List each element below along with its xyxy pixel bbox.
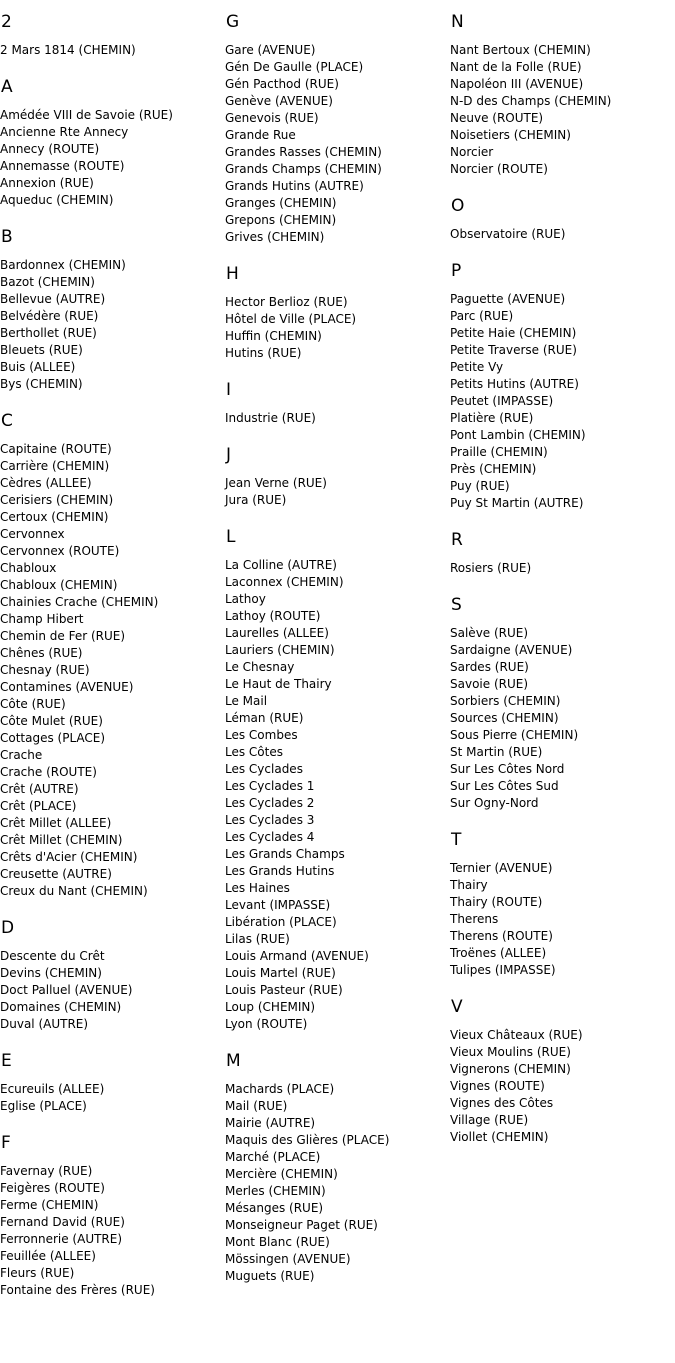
street-list <box>450 291 672 512</box>
letter-group <box>450 261 672 512</box>
street-name: Grandes Rasses (CHEMIN) <box>225 145 382 159</box>
street-list <box>225 410 447 427</box>
street-list <box>225 294 447 362</box>
street-name: Annemasse (ROUTE) <box>0 159 125 173</box>
street-list <box>0 42 222 59</box>
street-name: Granges (CHEMIN) <box>225 196 337 210</box>
street-name: Jura (RUE) <box>225 493 287 507</box>
street-name: Champ Hibert <box>0 612 84 626</box>
street-name: Loup (CHEMIN) <box>225 1000 316 1014</box>
street-name: Les Cyclades <box>225 762 303 776</box>
street-name: Lathoy <box>225 592 266 606</box>
street-name: Vignes des Côtes <box>450 1096 554 1110</box>
street-name: Thairy (ROUTE) <box>450 895 543 909</box>
street-name: Norcier <box>450 145 494 159</box>
street-name: Marché (PLACE) <box>225 1150 321 1164</box>
street-name: Hutins (RUE) <box>225 346 302 360</box>
street-list <box>225 475 447 509</box>
letter-heading: L <box>226 527 236 547</box>
street-name: Mercière (CHEMIN) <box>225 1167 338 1181</box>
street-name: Feuillée (ALLEE) <box>0 1249 96 1263</box>
index-column <box>0 0 222 1317</box>
street-name: Belvédère (RUE) <box>0 309 99 323</box>
street-name: Ferme (CHEMIN) <box>0 1198 99 1212</box>
street-name: Chênes (RUE) <box>0 646 83 660</box>
street-name: Therens (ROUTE) <box>450 929 553 943</box>
street-list <box>450 625 672 812</box>
letter-group <box>450 530 672 577</box>
street-name: Grande Rue <box>225 128 296 142</box>
street-name: Cottages (PLACE) <box>0 731 106 745</box>
letter-heading: G <box>226 12 240 32</box>
letter-heading: B <box>1 227 13 247</box>
street-name: Muguets (RUE) <box>225 1269 315 1283</box>
street-name: Praille (CHEMIN) <box>450 445 548 459</box>
street-name: Chabloux (CHEMIN) <box>0 578 118 592</box>
street-name: Jean Verne (RUE) <box>225 476 327 490</box>
street-name: Creusette (AUTRE) <box>0 867 112 881</box>
street-name: Les Côtes <box>225 745 283 759</box>
street-name: Fernand David (RUE) <box>0 1215 125 1229</box>
letter-group <box>0 12 222 59</box>
index-column <box>225 0 447 1303</box>
street-name: Troënes (ALLEE) <box>450 946 547 960</box>
street-name: Lauriers (CHEMIN) <box>225 643 335 657</box>
street-name: Annexion (RUE) <box>0 176 94 190</box>
street-name: Vignes (ROUTE) <box>450 1079 545 1093</box>
street-name: Capitaine (ROUTE) <box>0 442 112 456</box>
street-name: Certoux (CHEMIN) <box>0 510 109 524</box>
street-list <box>0 948 222 1033</box>
street-name: Thairy <box>450 878 488 892</box>
street-list <box>450 860 672 979</box>
letter-group <box>225 1051 447 1285</box>
street-name: Sur Les Côtes Nord <box>450 762 565 776</box>
street-name: Bys (CHEMIN) <box>0 377 83 391</box>
letter-heading: S <box>451 595 462 615</box>
street-name: Amédée VIII de Savoie (RUE) <box>0 108 173 122</box>
street-name: Nant de la Folle (RUE) <box>450 60 582 74</box>
street-name: Crêt Millet (CHEMIN) <box>0 833 123 847</box>
street-name: Village (RUE) <box>450 1113 529 1127</box>
letter-group <box>450 595 672 812</box>
street-name: La Colline (AUTRE) <box>225 558 337 572</box>
street-name: Louis Martel (RUE) <box>225 966 336 980</box>
street-name: Crêt Millet (ALLEE) <box>0 816 112 830</box>
street-name: Merles (CHEMIN) <box>225 1184 326 1198</box>
street-name: Petite Vy <box>450 360 504 374</box>
street-name: Machards (PLACE) <box>225 1082 335 1096</box>
letter-heading: P <box>451 261 462 281</box>
street-name: Chainies Crache (CHEMIN) <box>0 595 159 609</box>
letter-group <box>0 227 222 393</box>
street-name: Sources (CHEMIN) <box>450 711 559 725</box>
letter-group <box>0 1133 222 1299</box>
letter-group <box>450 997 672 1146</box>
letter-heading: C <box>1 411 13 431</box>
letter-group <box>225 527 447 1033</box>
street-list <box>0 1081 222 1115</box>
street-list <box>225 557 447 1033</box>
street-name: Vieux Moulins (RUE) <box>450 1045 571 1059</box>
street-name: Ancienne Rte Annecy <box>0 125 129 139</box>
letter-group <box>0 918 222 1033</box>
street-name: Louis Pasteur (RUE) <box>225 983 343 997</box>
street-name: Napoléon III (AVENUE) <box>450 77 584 91</box>
street-name: Eglise (PLACE) <box>0 1099 87 1113</box>
street-name: Hector Berlioz (RUE) <box>225 295 348 309</box>
street-name: Genevois (RUE) <box>225 111 319 125</box>
letter-heading: T <box>451 830 462 850</box>
letter-group <box>225 380 447 427</box>
street-name: Carrière (CHEMIN) <box>0 459 110 473</box>
street-list <box>0 1163 222 1299</box>
street-name: Laurelles (ALLEE) <box>225 626 329 640</box>
street-name: Salève (RUE) <box>450 626 529 640</box>
street-name: Grands Champs (CHEMIN) <box>225 162 382 176</box>
street-name: Pont Lambin (CHEMIN) <box>450 428 586 442</box>
street-name: Parc (RUE) <box>450 309 514 323</box>
street-name: Mésanges (RUE) <box>225 1201 324 1215</box>
letter-group <box>0 77 222 209</box>
street-name: Libération (PLACE) <box>225 915 337 929</box>
street-name: Vieux Châteaux (RUE) <box>450 1028 583 1042</box>
street-list <box>225 42 447 246</box>
street-name: Lyon (ROUTE) <box>225 1017 308 1031</box>
street-name: Fontaine des Frères (RUE) <box>0 1283 155 1297</box>
street-name: Sur Les Côtes Sud <box>450 779 559 793</box>
street-name: Therens <box>450 912 499 926</box>
street-name: Chabloux <box>0 561 57 575</box>
street-list <box>0 441 222 900</box>
street-name: Sardes (RUE) <box>450 660 529 674</box>
street-name: Mairie (AUTRE) <box>225 1116 316 1130</box>
street-name: Norcier (ROUTE) <box>450 162 548 176</box>
street-name: Lilas (RUE) <box>225 932 290 946</box>
street-name: Cerisiers (CHEMIN) <box>0 493 114 507</box>
street-name: Les Combes <box>225 728 298 742</box>
street-name: Les Cyclades 2 <box>225 796 315 810</box>
street-name: Mail (RUE) <box>225 1099 288 1113</box>
letter-group <box>0 1051 222 1115</box>
street-name: Mont Blanc (RUE) <box>225 1235 330 1249</box>
letter-heading: M <box>226 1051 241 1071</box>
street-name: Laconnex (CHEMIN) <box>225 575 344 589</box>
street-name: Descente du Crêt <box>0 949 105 963</box>
street-name: Buis (ALLEE) <box>0 360 76 374</box>
street-name: Vignerons (CHEMIN) <box>450 1062 571 1076</box>
letter-heading: J <box>226 445 232 465</box>
street-name: Cèdres (ALLEE) <box>0 476 92 490</box>
letter-group <box>450 830 672 979</box>
street-name: Nant Bertoux (CHEMIN) <box>450 43 591 57</box>
street-name: Ternier (AVENUE) <box>450 861 553 875</box>
letter-heading: V <box>451 997 463 1017</box>
street-list <box>450 226 672 243</box>
street-name: Annecy (ROUTE) <box>0 142 100 156</box>
letter-group <box>450 12 672 178</box>
street-name: Savoie (RUE) <box>450 677 529 691</box>
street-name: Ecureuils (ALLEE) <box>0 1082 105 1096</box>
street-name: Creux du Nant (CHEMIN) <box>0 884 148 898</box>
letter-heading: R <box>451 530 463 550</box>
street-name: Chemin de Fer (RUE) <box>0 629 126 643</box>
street-name: Contamines (AVENUE) <box>0 680 134 694</box>
street-name: Observatoire (RUE) <box>450 227 566 241</box>
street-name: Maquis des Glières (PLACE) <box>225 1133 390 1147</box>
letter-group <box>225 445 447 509</box>
street-name: Côte Mulet (RUE) <box>0 714 103 728</box>
street-name: Petite Haie (CHEMIN) <box>450 326 577 340</box>
street-name: St Martin (RUE) <box>450 745 543 759</box>
street-name: Les Cyclades 3 <box>225 813 315 827</box>
street-list <box>450 42 672 178</box>
street-name: Viollet (CHEMIN) <box>450 1130 549 1144</box>
letter-heading: I <box>226 380 232 400</box>
street-name: Crache <box>0 748 43 762</box>
street-name: Domaines (CHEMIN) <box>0 1000 122 1014</box>
letter-group <box>225 264 447 362</box>
street-name: Tulipes (IMPASSE) <box>450 963 556 977</box>
street-name: N-D des Champs (CHEMIN) <box>450 94 612 108</box>
street-name: Sous Pierre (CHEMIN) <box>450 728 579 742</box>
street-name: Le Chesnay <box>225 660 295 674</box>
street-list <box>450 1027 672 1146</box>
street-name: Gén Pacthod (RUE) <box>225 77 339 91</box>
street-name: Gén De Gaulle (PLACE) <box>225 60 364 74</box>
street-name: Bazot (CHEMIN) <box>0 275 95 289</box>
street-name: Les Grands Champs <box>225 847 345 861</box>
street-name: Grands Hutins (AUTRE) <box>225 179 364 193</box>
street-name: Côte (RUE) <box>0 697 66 711</box>
street-name: Aqueduc (CHEMIN) <box>0 193 114 207</box>
street-name: Puy St Martin (AUTRE) <box>450 496 584 510</box>
street-name: Bardonnex (CHEMIN) <box>0 258 126 272</box>
street-name: Levant (IMPASSE) <box>225 898 331 912</box>
letter-heading: N <box>451 12 464 32</box>
street-name: Fleurs (RUE) <box>0 1266 75 1280</box>
street-name: Les Haines <box>225 881 290 895</box>
street-name: Crêt (PLACE) <box>0 799 77 813</box>
street-name: Grives (CHEMIN) <box>225 230 325 244</box>
street-name: Devins (CHEMIN) <box>0 966 102 980</box>
street-name: Sur Ogny-Nord <box>450 796 539 810</box>
street-name: Huffin (CHEMIN) <box>225 329 322 343</box>
letter-heading: 2 <box>1 12 12 32</box>
letter-group <box>450 196 672 243</box>
street-name: Duval (AUTRE) <box>0 1017 89 1031</box>
street-list <box>0 107 222 209</box>
street-name: Chesnay (RUE) <box>0 663 90 677</box>
street-name: Près (CHEMIN) <box>450 462 537 476</box>
street-name: Bellevue (AUTRE) <box>0 292 106 306</box>
street-name: Favernay (RUE) <box>0 1164 93 1178</box>
street-name: Grepons (CHEMIN) <box>225 213 337 227</box>
street-name: Mössingen (AVENUE) <box>225 1252 351 1266</box>
street-name: Peutet (IMPASSE) <box>450 394 554 408</box>
street-name: Noisetiers (CHEMIN) <box>450 128 571 142</box>
street-name: Lathoy (ROUTE) <box>225 609 321 623</box>
street-name: Les Cyclades 1 <box>225 779 315 793</box>
street-name: Genève (AVENUE) <box>225 94 333 108</box>
street-name: Ferronnerie (AUTRE) <box>0 1232 123 1246</box>
street-name: Puy (RUE) <box>450 479 510 493</box>
letter-heading: D <box>1 918 15 938</box>
street-name: Cervonnex (ROUTE) <box>0 544 120 558</box>
letter-heading: E <box>1 1051 12 1071</box>
street-name: Paguette (AVENUE) <box>450 292 566 306</box>
street-name: Louis Armand (AVENUE) <box>225 949 369 963</box>
street-name: 2 Mars 1814 (CHEMIN) <box>0 43 136 57</box>
street-name: Industrie (RUE) <box>225 411 316 425</box>
street-name: Sardaigne (AVENUE) <box>450 643 573 657</box>
street-name: Crêt (AUTRE) <box>0 782 79 796</box>
street-name: Les Grands Hutins <box>225 864 335 878</box>
letter-heading: F <box>1 1133 11 1153</box>
street-list <box>0 257 222 393</box>
street-name: Sorbiers (CHEMIN) <box>450 694 561 708</box>
street-name: Le Haut de Thairy <box>225 677 332 691</box>
street-name: Crache (ROUTE) <box>0 765 97 779</box>
letter-heading: A <box>1 77 13 97</box>
letter-group <box>225 12 447 246</box>
street-name: Neuve (ROUTE) <box>450 111 544 125</box>
street-name: Berthollet (RUE) <box>0 326 97 340</box>
street-name: Rosiers (RUE) <box>450 561 532 575</box>
street-name: Cervonnex <box>0 527 65 541</box>
street-name: Platière (RUE) <box>450 411 534 425</box>
letter-group <box>0 411 222 900</box>
street-name: Doct Palluel (AVENUE) <box>0 983 133 997</box>
street-name: Feigères (ROUTE) <box>0 1181 105 1195</box>
street-name: Crêts d'Acier (CHEMIN) <box>0 850 138 864</box>
street-name: Léman (RUE) <box>225 711 304 725</box>
street-name: Petite Traverse (RUE) <box>450 343 577 357</box>
street-name: Les Cyclades 4 <box>225 830 315 844</box>
street-list <box>450 560 672 577</box>
street-name: Bleuets (RUE) <box>0 343 83 357</box>
street-name: Hôtel de Ville (PLACE) <box>225 312 357 326</box>
letter-heading: O <box>451 196 465 216</box>
street-name: Petits Hutins (AUTRE) <box>450 377 579 391</box>
street-list <box>225 1081 447 1285</box>
index-column <box>450 0 672 1164</box>
street-name: Gare (AVENUE) <box>225 43 316 57</box>
street-name: Le Mail <box>225 694 268 708</box>
street-name: Monseigneur Paget (RUE) <box>225 1218 378 1232</box>
letter-heading: H <box>226 264 239 284</box>
